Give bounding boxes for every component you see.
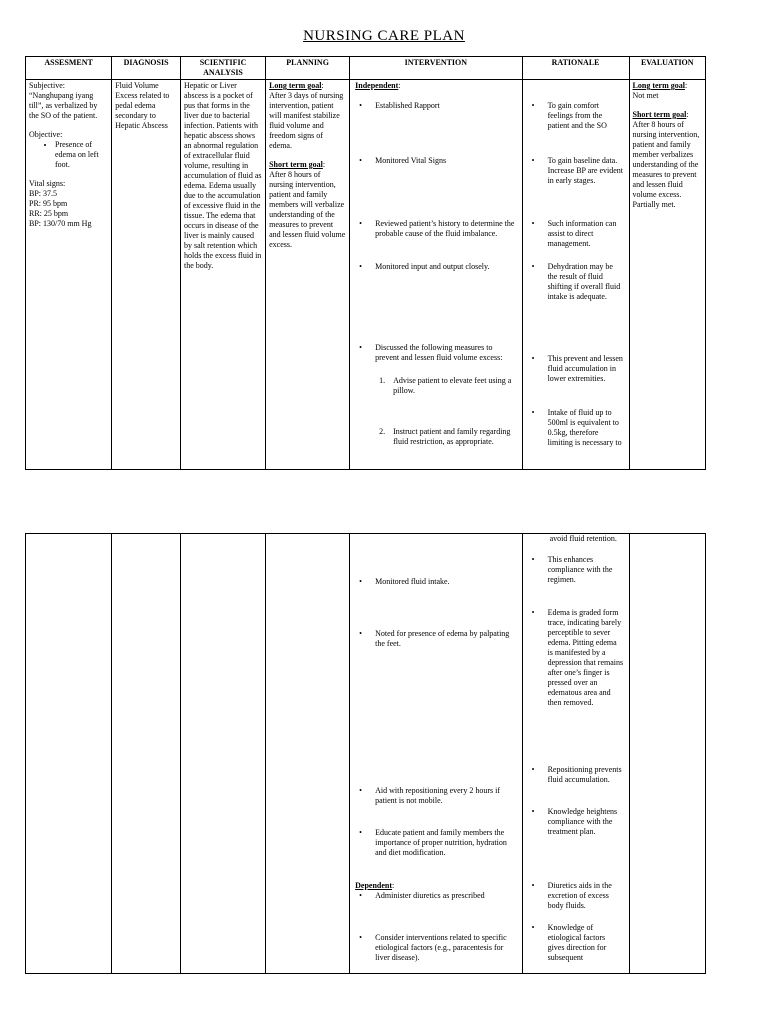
rationale-item: • This enhances compliance with the regimen. [532, 555, 624, 585]
numbered-measure: 1. Advise patient to elevate feet using a pillow. [379, 376, 512, 395]
subjective-text: “Nanghupang iyang till”, as verbalized by the SO of the patient. [29, 91, 98, 120]
scientific-analysis-text: Hepatic or Liver abscess is a pocket of pus that forms in the liver due to bacterial infection. Patients with hepatic abscess shows an abnormal regulation of extracellular fluid volume, resulting in accumulation of fluid as edema. Edema usually due to the accumulation of excessive fluid in the tissue. The edema that occurs in disease of the liver is mainly caused by salt retention which holds the excess fluid in the body. [183, 81, 262, 270]
eval-long-term-label: Long term goal [632, 81, 685, 90]
vital-sign-bp: BP: 37.5 [29, 189, 58, 198]
numbered-measure: 2. Instruct patient and family regarding fluid restriction, as appropriate. [379, 427, 511, 446]
eval-short-term-label: Short term goal [632, 110, 687, 119]
subjective-label: Subjective: [29, 81, 65, 90]
intervention-item: • Monitored input and output closely. [359, 262, 516, 272]
assessment-cell [26, 80, 112, 470]
objective-item: • Presence of edema on left foot. [55, 140, 108, 170]
header-row [26, 57, 706, 80]
rationale-item: • To gain comfort feelings from the patient and the SO [532, 101, 624, 131]
header-evaluation: EVALUATION [629, 57, 705, 80]
intervention-item: • Monitored Vital Signs [359, 156, 516, 166]
objective-label: Objective: [29, 130, 63, 139]
planning-cell: Long term goal: After 3 days of nursing intervention, patient will manifest stabilize fluid volume and freedom signs of edema. Short term goal: After 8 hours of nursing intervention, patient and family members will verbalize understanding of the measures to prevent and lessen fluid volume excess. [266, 80, 350, 470]
header-rationale: RATIONALE [522, 57, 629, 80]
objective-list [29, 140, 108, 170]
evaluation-cell-cont [629, 534, 705, 974]
diagnosis-text: Fluid Volume Excess related to pedal edema secondary to Hepatic Abscess [115, 81, 170, 130]
eval-short-term-text: After 8 hours of nursing intervention, patient and family member verbalizes understanding of the measures to prevent and lessen fluid volume excess. Partially met. [632, 120, 700, 209]
independent-label: Independent [355, 81, 399, 90]
assessment-cell-cont [26, 534, 112, 974]
rationale-item: • Knowledge heightens compliance with the treatment plan. [532, 807, 624, 837]
continuation-row [26, 534, 706, 974]
header-scientific-analysis: SCIENTIFIC ANALYSIS [180, 57, 265, 80]
care-plan-table-page-1 [25, 56, 706, 470]
page-title: NURSING CARE PLAN [303, 28, 465, 44]
rationale-cell-cont [522, 534, 629, 974]
rationale-item: • This prevent and lessen fluid accumulation in lower extremities. [532, 354, 624, 384]
vitals-label: Vital signs: [29, 179, 66, 188]
short-term-goal-label: Short term goal [269, 160, 323, 169]
scientific-analysis-cell-cont [180, 534, 265, 974]
diagnosis-cell-cont [112, 534, 181, 974]
intervention-cell-cont: • Monitored fluid intake. • Noted for presence of edema by palpating the feet. • Aid with repositioning every 2 hours if patient is not mobile. • Educate patient and family members the importance of proper nutrition, hydration and diet modification. Dependent: • Administer diuretics as prescribed • Consider interventions related to specific etiological factors (e.g., paracentesis for liver disease). [350, 534, 522, 974]
intervention-item: • Discussed the following measures to prevent and lessen fluid volume excess: [359, 343, 516, 363]
eval-long-term-text: Not met [632, 91, 659, 100]
rationale-continuation: avoid fluid retention. [549, 534, 617, 543]
diagnosis-cell [112, 80, 181, 470]
vital-sign-pr: PR: 95 bpm [29, 199, 68, 208]
intervention-item: • Consider interventions related to specific etiological factors (e.g., paracentesis for liver disease). [359, 933, 516, 963]
rationale-item: • Diuretics aids in the excretion of excess body fluids. [532, 881, 624, 911]
intervention-item: • Educate patient and family members the importance of proper nutrition, hydration and diet modification. [359, 828, 516, 858]
short-term-goal-text: After 8 hours of nursing intervention, patient and family members will verbalize understanding of the measures to prevent and lessen fluid volume excess. [269, 170, 346, 249]
care-plan-table-page-2 [25, 533, 706, 974]
intervention-item: • Aid with repositioning every 2 hours if patient is not mobile. [359, 786, 516, 806]
vital-sign-rr: RR: 25 bpm [29, 209, 69, 218]
scientific-analysis-cell [180, 80, 265, 470]
rationale-item: • To gain baseline data. Increase BP are evident in early stages. [532, 156, 624, 186]
vital-sign-bp-2: BP: 130/70 mm Hg [29, 219, 92, 228]
rationale-item: • Such information can assist to direct management. [532, 219, 624, 249]
header-assessment: ASSESMENT [26, 57, 112, 80]
rationale-item: • Dehydration may be the result of fluid shifting if overall fluid intake is adequate. [532, 262, 624, 302]
dependent-label: Dependent [355, 881, 393, 890]
intervention-item: • Established Rapport [359, 101, 516, 111]
long-term-goal-text: After 3 days of nursing intervention, patient will manifest stabilize fluid volume and freedom signs of edema. [269, 91, 344, 150]
intervention-cell: Independent: • Established Rapport • Monitored Vital Signs • Reviewed patient’s history to determine the probable cause of the fluid imbalance. • Monitored input and output closely. • Discussed the following measures to prevent and lessen fluid volume excess: 1. Advise patient to elevate feet using a pillow. 2. Instruct patient and family regarding fluid restriction, as appropriate. [350, 80, 522, 470]
long-term-goal-label: Long term goal [269, 81, 322, 90]
evaluation-cell: Long term goal: Not met Short term goal: After 8 hours of nursing intervention, patient and family member verbalizes understanding of the measures to prevent and lessen fluid volume excess. Partially met. [629, 80, 705, 470]
header-intervention: INTERVENTION [350, 57, 522, 80]
intervention-item: • Noted for presence of edema by palpating the feet. [359, 629, 516, 649]
rationale-item: • Intake of fluid up to 500ml is equivalent to 0.5kg, therefore limiting is necessary to [532, 408, 624, 448]
intervention-item: • Reviewed patient’s history to determine the probable cause of the fluid imbalance. [359, 219, 516, 239]
header-diagnosis: DIAGNOSIS [112, 57, 181, 80]
planning-cell-cont [266, 534, 350, 974]
intervention-item: • Administer diuretics as prescribed [359, 891, 516, 901]
rationale-item: • Edema is graded form trace, indicating barely perceptible to sever edema. Pitting edema is manifested by a depression that remains after one’s finger is pressed over an edematous area and then removed. [532, 608, 624, 708]
rationale-item: • Repositioning prevents fluid accumulation. [532, 765, 624, 785]
intervention-item: • Monitored fluid intake. [359, 577, 516, 587]
header-planning: PLANNING [266, 57, 350, 80]
content-row [26, 80, 706, 470]
rationale-item: • Knowledge of etiological factors gives direction for subsequent [532, 923, 624, 963]
rationale-cell [522, 80, 629, 470]
